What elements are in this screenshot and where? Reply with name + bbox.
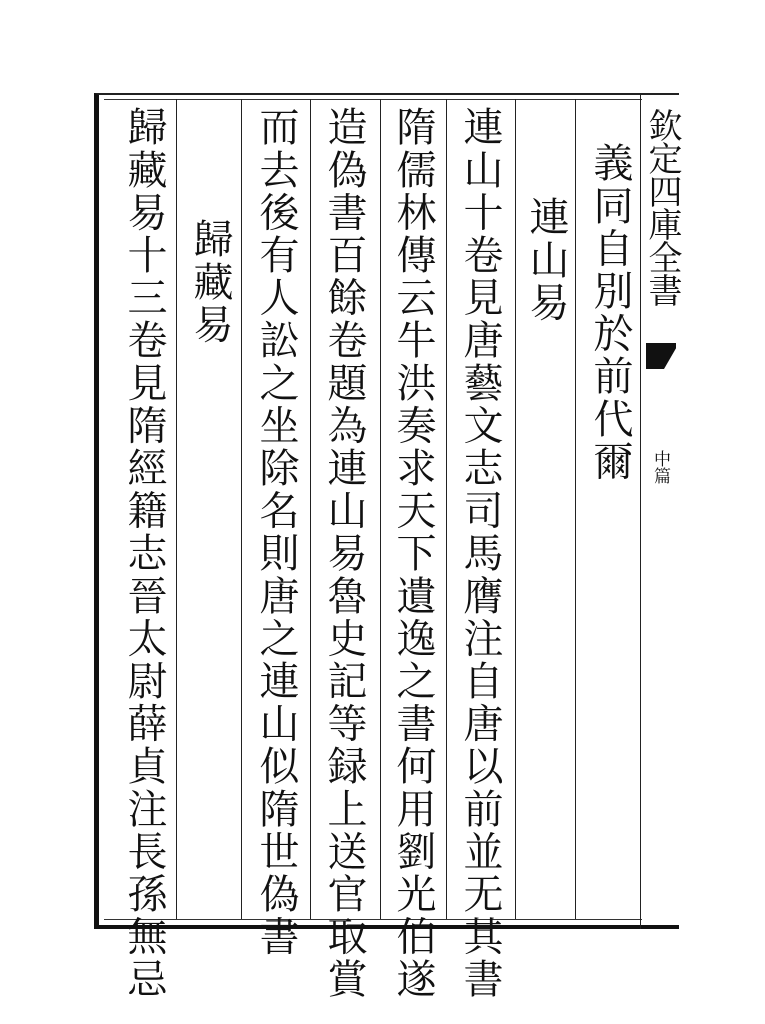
column-rule — [380, 99, 381, 919]
margin-section: 中篇 — [650, 450, 670, 484]
text-column: 造偽書百餘卷題為連山易魯史記等録上送官取賞 — [321, 106, 367, 1001]
text-column: 連山十卷見唐藝文志司馬膺注自唐以前並无其書 — [457, 106, 503, 1001]
text-column: 隋儒林傳云牛洪奏求天下遺逸之書何用劉光伯遂 — [390, 106, 436, 1001]
text-column: 連山易 — [523, 196, 569, 324]
frame-inner-bottom-rule — [104, 919, 642, 920]
text-column: 歸藏易十三卷見隋經籍志晉太尉薛貞注長孫無忌 — [121, 106, 167, 1001]
column-rule — [446, 99, 447, 919]
column-rule — [176, 99, 177, 919]
text-column: 而去後有人訟之坐除名則唐之連山似隋世偽書 — [253, 106, 299, 958]
column-rule — [515, 99, 516, 919]
text-column: 義同自別於前代爾 — [587, 142, 633, 483]
frame-inner-top-rule — [104, 99, 642, 100]
column-rule — [241, 99, 242, 919]
column-rule — [640, 93, 641, 929]
text-column: 歸藏易 — [187, 218, 233, 346]
column-rule — [575, 99, 576, 919]
margin-title: 欽定四庫全書 — [642, 108, 682, 306]
column-rule — [310, 99, 311, 919]
